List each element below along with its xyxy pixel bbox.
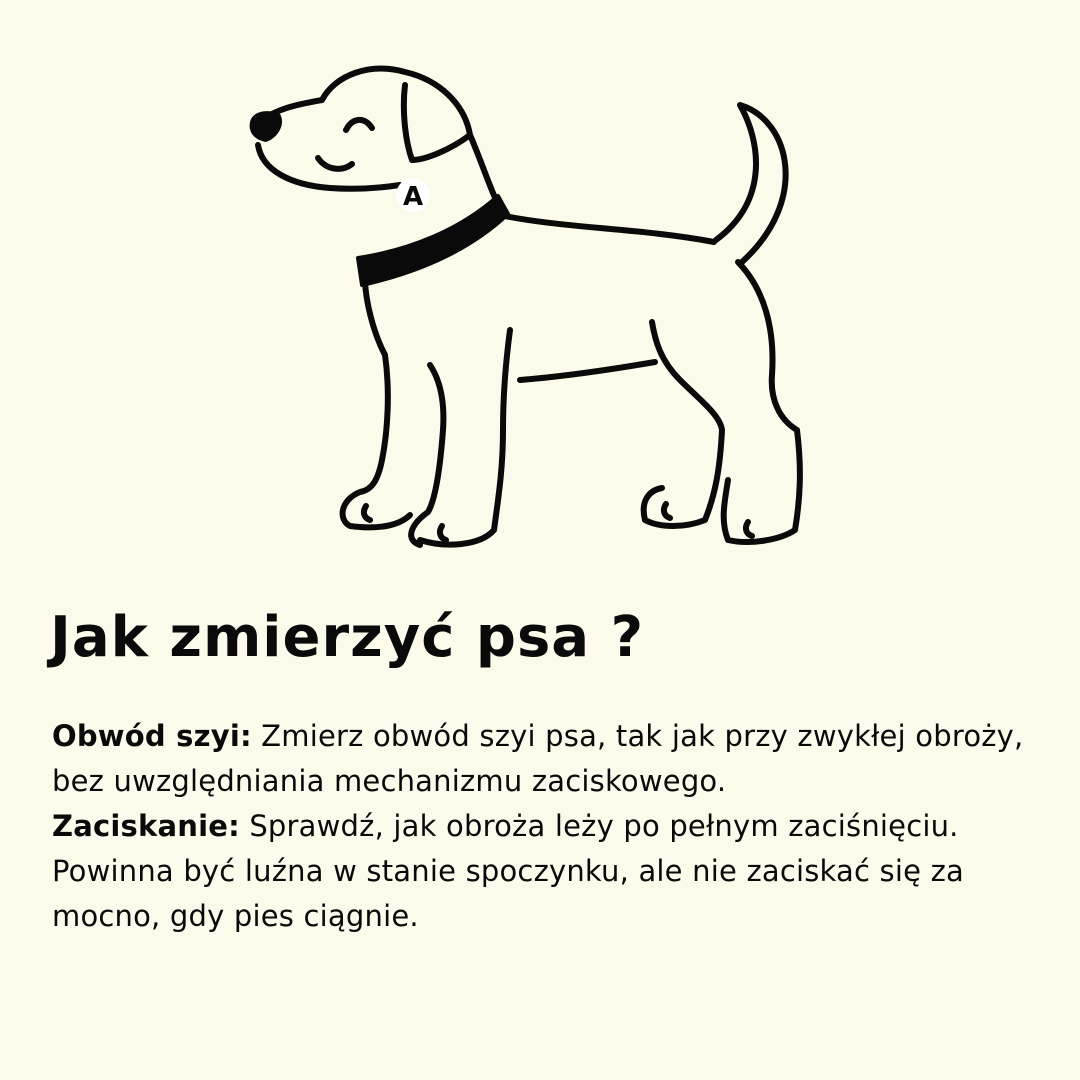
dog-toes-1 (364, 506, 370, 520)
section-neck-text: Zmierz obwód szyi psa, tak jak przy zwykłej obroży, bez uwzględniania mechanizmu zaciskowego. (52, 719, 1024, 798)
dog-ear (404, 85, 470, 160)
dog-toes-4 (746, 522, 752, 536)
dog-rear-leg-back (644, 322, 722, 526)
instructions (52, 714, 1042, 939)
section-tightening-label: Zaciskanie: (52, 809, 240, 843)
dog-nose (250, 111, 282, 142)
dog-front-leg-back (420, 330, 510, 545)
dog-chest (365, 282, 385, 355)
section-tightening-text: Sprawdź, jak obroża leży po pełnym zaciśnięciu. Powinna być luźna w stanie spoczynku, ale nie zaciskać się za mocno, gdy pies ciągnie. (52, 809, 964, 933)
dog-smile (318, 158, 352, 169)
measurement-marker (396, 178, 430, 212)
dog-back (500, 215, 714, 242)
dog-front-leg-front (343, 355, 410, 527)
dog-belly (520, 362, 655, 380)
dog-toes-2 (440, 526, 446, 540)
dog-toes-3 (664, 504, 670, 518)
section-neck-label: Obwód szyi: (52, 719, 252, 753)
dog-rear-leg-outer (724, 262, 800, 542)
section-tightening (52, 804, 1042, 939)
measurement-marker-label: A (402, 182, 424, 212)
dog-front-leg-second (411, 365, 443, 545)
page-title: Jak zmierzyć psa ? (50, 605, 645, 670)
dog-tail (716, 105, 786, 262)
dog-eye (346, 120, 372, 130)
dog-collar (358, 196, 508, 285)
section-neck (52, 714, 1042, 804)
